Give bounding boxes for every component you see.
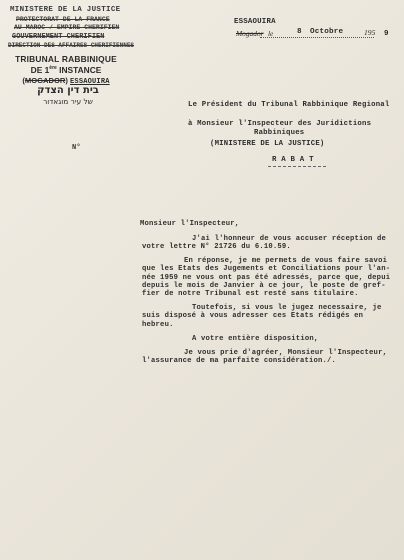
addressee-line1: Le Président du Tribunal Rabbinique Regional — [188, 101, 390, 109]
struck-protectorat-line: PROTECTORAT DE LA FRANCE — [16, 16, 110, 23]
p5-line: l'assurance de ma parfaite considération./. — [142, 357, 337, 366]
number-label: N° — [72, 144, 81, 152]
date-underline — [260, 37, 374, 38]
struck-gouvernement-line: GOUVERNEMENT CHERIFIEN — [12, 33, 105, 41]
hebrew-line2: של עיר מוגאדור — [43, 97, 93, 106]
date-city-struck: Mogador — [236, 29, 264, 38]
struck-direction-line: DIRECTION DES AFFAIRES CHERIFIENNES — [8, 42, 135, 49]
p1-line: J'ai l'honneur de vous accuser réception de — [192, 235, 387, 243]
p1-line: votre lettre N° 21726 du 6.10.59. — [142, 243, 291, 252]
date-year-prefix: 195 — [364, 28, 376, 37]
place-struck: MOGADOR — [24, 76, 66, 85]
paragraph-4: A votre entière disposition, — [192, 335, 319, 343]
salutation: Monsieur l'Inspecteur, — [140, 220, 240, 228]
struck-empire-line: AU MAROC / EMPIRE CHERIFIEN — [14, 24, 120, 31]
p2-line: née 1959 ne vous ont pas été adressés, parce que, depui — [142, 273, 391, 282]
date-le: le — [267, 29, 274, 38]
ministry-title-text: MINISTERE DE LA JUSTICE — [10, 6, 121, 14]
date-year-digit: 9 — [383, 30, 389, 38]
tribunal-place: (MOGADOR) ESSAOUIRA — [22, 76, 110, 86]
addressee-line3: Rabbiniques — [254, 129, 305, 137]
p2-line: que les Etats des Jugements et Conciliations pour l'an- — [142, 265, 391, 274]
hebrew-line1: בית דין הצדק — [37, 85, 99, 96]
p3-line: Toutefois, si vous le jugez necessaire, je — [192, 304, 382, 312]
ministry-title — [10, 6, 120, 14]
addressee-line4: (MINISTERE DE LA JUSTICE) — [210, 140, 325, 148]
paragraph-3 — [142, 304, 382, 329]
p3-line: suis disposé à vous adresser ces Etats rédigés en — [142, 312, 364, 321]
p3-line: hebreu. — [142, 320, 174, 329]
p2-line: fier de notre Tribunal est resté sans titulaire. — [142, 290, 359, 299]
addressee-line2: à Monsieur l'Inspecteur des Juridictions — [188, 120, 372, 128]
paragraph-1 — [142, 235, 386, 252]
paragraph-2 — [142, 257, 390, 298]
tribunal-line1: TRIBUNAL RABBINIQUE — [15, 54, 117, 64]
date-day: 8 — [297, 28, 302, 36]
p2-line: En réponse, je me permets de vous faire savoi — [184, 257, 388, 265]
paragraph-5 — [142, 349, 387, 366]
tribunal-stamp — [10, 54, 122, 86]
addressee-city: R A B A T — [272, 156, 314, 164]
addressee-city-underline — [268, 166, 326, 167]
place-typed: ESSAOUIRA — [70, 78, 110, 86]
date-city-typed: ESSAOUIRA — [234, 18, 276, 26]
date-month: Octobre — [310, 28, 344, 36]
hebrew-stamp — [20, 85, 116, 106]
tribunal-line2: DE 1ère INSTANCE — [30, 65, 102, 75]
p2-line: depuis le mois de Janvier à ce jour, le poste de gref- — [142, 281, 386, 290]
p5-line: Je vous prie d'agréer, Monsieur l'Inspecteur, — [184, 349, 388, 357]
